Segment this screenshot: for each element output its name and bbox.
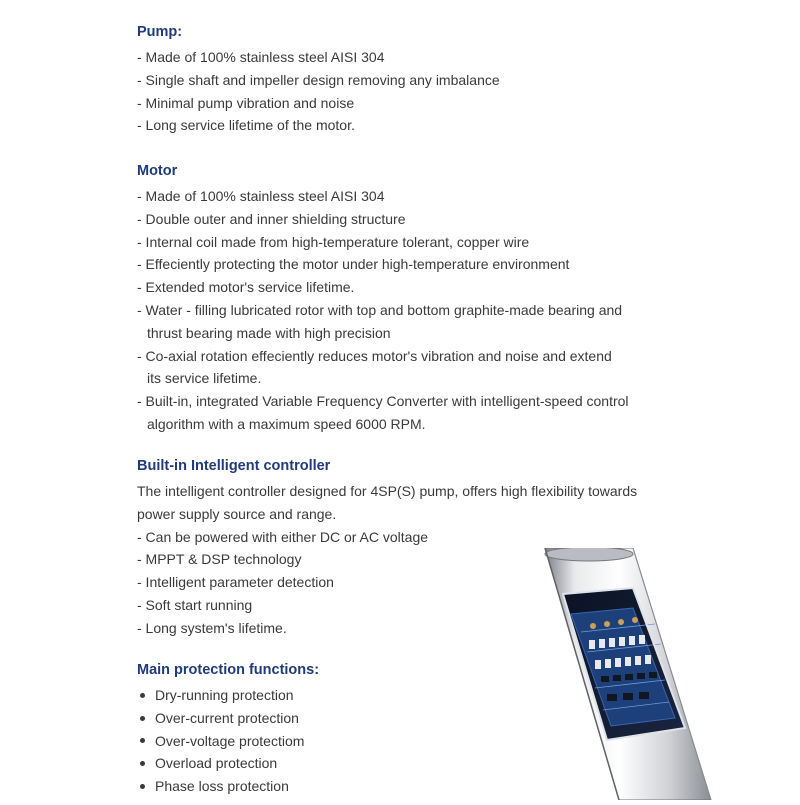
pump-controller-image xyxy=(515,548,715,800)
motor-item-continuation: thrust bearing made with high precision xyxy=(147,324,391,341)
bullet-icon xyxy=(140,784,145,789)
motor-item-continuation: its service lifetime. xyxy=(147,370,262,387)
controller-heading: Built-in Intelligent controller xyxy=(137,458,331,474)
controller-item: - Can be powered with either DC or AC voltage xyxy=(137,528,429,545)
pump-section xyxy=(137,22,697,137)
protection-item-label: Over-current protection xyxy=(155,709,299,726)
pump-heading: Pump: xyxy=(137,24,183,40)
motor-item: - Water - filling lubricated rotor with top and bottom graphite-made bearing and xyxy=(137,301,623,318)
motor-section xyxy=(137,161,697,436)
protection-item-label: Over-voltage protectiom xyxy=(155,732,305,749)
protection-heading: Main protection functions: xyxy=(137,662,320,678)
motor-item: - Co-axial rotation effeciently reduces motor's vibration and noise and extend xyxy=(137,347,612,364)
motor-item: - Made of 100% stainless steel AISI 304 xyxy=(137,188,385,204)
bullet-icon xyxy=(140,761,145,766)
pump-item: - Long service lifetime of the motor. xyxy=(137,117,355,134)
motor-item: - Extended motor's service lifetime. xyxy=(137,279,355,296)
protection-item-label: Overload protection xyxy=(155,755,278,772)
controller-intro: power supply source and range. xyxy=(137,505,337,522)
bullet-icon xyxy=(140,693,145,698)
motor-item: - Built-in, integrated Variable Frequency Converter with intelligent-speed control xyxy=(137,393,629,410)
motor-item: - Double outer and inner shielding structure xyxy=(137,210,406,227)
pump-item: - Minimal pump vibration and noise xyxy=(137,94,355,111)
motor-item: - Internal coil made from high-temperature tolerant, copper wire xyxy=(137,233,530,250)
controller-intro: The intelligent controller designed for 4SP(S) pump, offers high flexibility towards xyxy=(137,483,638,499)
controller-item: - Soft start running xyxy=(137,596,253,613)
motor-heading: Motor xyxy=(137,163,178,179)
pump-item: - Single shaft and impeller design removing any imbalance xyxy=(137,71,500,88)
motor-item: - Effeciently protecting the motor under high-temperature environment xyxy=(137,256,570,273)
pump-item: - Made of 100% stainless steel AISI 304 xyxy=(137,49,385,65)
controller-item: - MPPT & DSP technology xyxy=(137,551,302,568)
motor-item-continuation: algorithm with a maximum speed 6000 RPM. xyxy=(147,415,426,432)
protection-item-label: Phase loss protection xyxy=(155,778,289,795)
bullet-icon xyxy=(140,738,145,743)
controller-item: - Long system's lifetime. xyxy=(137,619,287,636)
bullet-icon xyxy=(140,716,145,721)
controller-item: - Intelligent parameter detection xyxy=(137,574,334,591)
protection-item-label: Dry-running protection xyxy=(155,687,294,703)
